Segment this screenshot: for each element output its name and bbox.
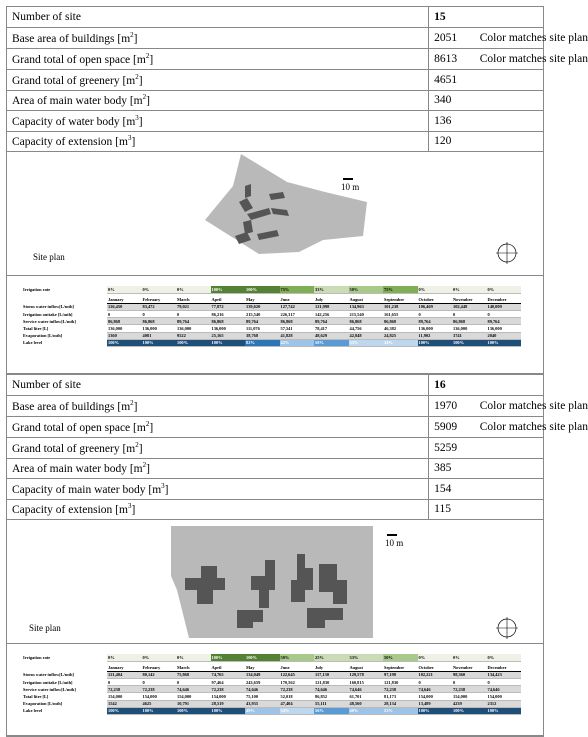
row-extension	[7, 499, 543, 520]
irrigation-row-evap	[23, 332, 521, 339]
irrigation-cell: 0%	[107, 286, 142, 293]
irrigation-cell: 75%	[280, 286, 315, 293]
site-15-open-space	[205, 154, 367, 254]
irrigation-row-rate	[23, 286, 521, 293]
irrigation-cell: 2040	[487, 332, 522, 339]
label-extension: Capacity of extension $[m^3]$	[7, 131, 429, 152]
irrigation-cell: 154,000	[176, 693, 211, 700]
irrigation-cell: 0	[452, 311, 487, 318]
site-15-block	[6, 6, 588, 374]
irrigation-cell: 72,238	[280, 686, 315, 693]
irrigation-cell: 72,238	[107, 686, 142, 693]
irrigation-row-months	[23, 664, 521, 671]
irrigation-cell: 154,000	[211, 693, 246, 700]
site-16-properties	[7, 375, 588, 520]
irrigation-cell: 89,764	[176, 318, 211, 325]
irrigation-cell: 74,646	[487, 686, 522, 693]
irrigation-cell: 25%	[314, 654, 349, 661]
color-note: Color matches site plan	[479, 421, 588, 433]
irrigation-table	[23, 286, 521, 347]
swatch-light-cell	[467, 417, 588, 438]
label-water-capacity: Capacity of water body $[m^3]$	[7, 111, 429, 132]
row-open-space	[7, 49, 543, 70]
irrigation-cell: May	[245, 296, 280, 303]
irrigation-cell: 0	[176, 311, 211, 318]
value-water-capacity: 154	[429, 479, 543, 500]
irrigation-cell: 100%	[211, 286, 246, 293]
irrigation-cell: 100%	[107, 339, 142, 346]
row-water-capacity	[7, 111, 543, 132]
irrigation-cell: December	[487, 296, 522, 303]
irrigation-cell: November	[452, 296, 487, 303]
irrigation-cell: 74,646	[245, 686, 280, 693]
irrigation-cell: 98,360	[452, 671, 487, 678]
irrigation-cell: 25,165	[211, 332, 246, 339]
irrigation-cell: 52,018	[280, 693, 315, 700]
irrigation-cell: 0	[487, 679, 522, 686]
irrigation-row-label: Service water inflow[L/mth]	[23, 318, 76, 324]
irrigation-cell: 139,620	[245, 303, 280, 310]
irrigation-row-outtake	[23, 311, 521, 318]
irrigation-cell: 121,998	[314, 303, 349, 310]
irrigation-cell: 86,868	[211, 318, 246, 325]
irrigation-cell: 41,828	[280, 332, 315, 339]
irrigation-cell: 86,216	[211, 311, 246, 318]
label-base-area: Base area of buildings $[m^2]$	[7, 396, 429, 417]
irrigation-cell: 100%	[418, 339, 453, 346]
row-greenery	[7, 70, 543, 91]
irrigation-cell: December	[487, 664, 522, 671]
irrigation-cell: March	[176, 296, 211, 303]
irrigation-cell: 86,868	[383, 318, 418, 325]
irrigation-cell: August	[349, 664, 384, 671]
row-water-area	[7, 90, 543, 111]
irrigation-cell: 86,868	[107, 318, 142, 325]
irrigation-cell: 4081	[142, 332, 177, 339]
site-15-irrigation	[7, 276, 543, 374]
irrigation-cell: 46,382	[383, 325, 418, 332]
irrigation-cell: 142,256	[314, 311, 349, 318]
irrigation-cell: 0%	[487, 286, 522, 293]
irrigation-cell: 0	[107, 311, 142, 318]
irrigation-row-label: Irrigation rate	[23, 287, 51, 293]
irrigation-cell: 0	[142, 679, 177, 686]
irrigation-cell: 81,173	[383, 693, 418, 700]
irrigation-cell: 33%	[314, 286, 349, 293]
irrigation-cell: 134,049	[245, 671, 280, 678]
irrigation-cell: February	[142, 296, 177, 303]
value-number: 15	[429, 7, 543, 28]
irrigation-cell: February	[142, 664, 177, 671]
irrigation-cell: 129,578	[349, 671, 384, 678]
site-plan-label: Site plan	[29, 623, 61, 633]
irrigation-cell: 226,317	[280, 311, 315, 318]
irrigation-row-label: Total litre [L]	[23, 694, 49, 700]
irrigation-cell: 100%	[211, 339, 246, 346]
row-base-area	[7, 28, 543, 49]
irrigation-cell: 160,815	[349, 679, 384, 686]
irrigation-cell: 74,646	[176, 686, 211, 693]
irrigation-cell: 100%	[487, 707, 522, 714]
scale-bar: 10 m	[341, 178, 359, 192]
irrigation-cell: 75%	[383, 286, 418, 293]
irrigation-cell: 0	[142, 311, 177, 318]
site-16-block	[6, 374, 588, 737]
irrigation-cell: 136,000	[211, 325, 246, 332]
irrigation-cell: 74,765	[211, 671, 246, 678]
irrigation-cell: 86,868	[280, 318, 315, 325]
irrigation-cell: 0	[418, 311, 453, 318]
irrigation-cell: 82%	[245, 339, 280, 346]
irrigation-row-label: Irrigation outtake [L/mth]	[23, 679, 73, 685]
irrigation-cell: 215,540	[245, 311, 280, 318]
irrigation-row-label: Irrigation rate	[23, 655, 51, 661]
irrigation-row-label: Lake level	[23, 708, 43, 714]
label-water-area: Area of main water body $[m^2]$	[7, 90, 429, 111]
irrigation-row-total	[23, 325, 521, 332]
irrigation-cell: 0	[176, 679, 211, 686]
irrigation-cell: 89,764	[245, 318, 280, 325]
irrigation-cell: 0%	[107, 654, 142, 661]
value-extension: 115	[429, 499, 543, 520]
irrigation-cell: 86,868	[349, 318, 384, 325]
irrigation-cell: June	[280, 296, 315, 303]
irrigation-cell: 86,868	[142, 318, 177, 325]
site-16-irrigation	[7, 644, 543, 736]
row-number	[7, 375, 543, 396]
irrigation-cell: April	[211, 296, 246, 303]
irrigation-cell: 100%	[452, 707, 487, 714]
irrigation-cell: 72,238	[383, 686, 418, 693]
irrigation-cell: 50%	[280, 654, 315, 661]
label-greenery: Grand total of greenery $[m^2]$	[7, 70, 429, 91]
irrigation-cell: 50%	[349, 286, 384, 293]
irrigation-row-label	[23, 664, 107, 671]
irrigation-cell: 74,646	[314, 686, 349, 693]
irrigation-row-rate	[23, 654, 521, 661]
irrigation-cell: 33%	[349, 339, 384, 346]
irrigation-cell: 136,000	[487, 325, 522, 332]
value-open-space: 8613	[429, 49, 467, 70]
irrigation-cell: 215,540	[349, 311, 384, 318]
irrigation-cell: 154,000	[107, 693, 142, 700]
site-15-properties	[7, 7, 588, 152]
irrigation-cell: July	[314, 664, 349, 671]
value-base-area: 2051	[429, 28, 467, 49]
value-water-area: 340	[429, 90, 543, 111]
irrigation-cell: 170,562	[280, 679, 315, 686]
irrigation-cell: 49%	[245, 707, 280, 714]
label-open-space: Grand total of open space $[m^2]$	[7, 49, 429, 70]
color-note: Color matches site plan	[479, 53, 588, 65]
irrigation-cell: 9522	[176, 332, 211, 339]
irrigation-row-label: Storm water inflow[L/mth]	[23, 304, 74, 310]
irrigation-cell: 72,238	[211, 686, 246, 693]
irrigation-cell: 100%	[142, 707, 177, 714]
row-water-area	[7, 458, 543, 479]
irrigation-cell: 48,560	[349, 700, 384, 707]
irrigation-cell: 43,935	[245, 700, 280, 707]
irrigation-cell: 100%	[211, 707, 246, 714]
irrigation-cell: 80,142	[142, 671, 177, 678]
value-greenery: 5259	[429, 438, 543, 459]
site-15-plan-drawing	[7, 152, 543, 276]
irrigation-cell: 86,852	[314, 693, 349, 700]
irrigation-cell: 97,464	[211, 679, 246, 686]
irrigation-cell: 57,541	[280, 325, 315, 332]
irrigation-row-lake	[23, 707, 521, 714]
irrigation-cell: 121,830	[314, 679, 349, 686]
irrigation-cell: 102,448	[452, 303, 487, 310]
irrigation-cell: 61,701	[349, 693, 384, 700]
irrigation-cell: 154,000	[452, 693, 487, 700]
irrigation-cell: 243,659	[245, 679, 280, 686]
irrigation-cell: 74,646	[349, 686, 384, 693]
irrigation-cell: 33%	[349, 654, 384, 661]
irrigation-cell: 121,404	[107, 671, 142, 678]
irrigation-cell: 24,825	[383, 332, 418, 339]
irrigation-cell: 89,764	[314, 318, 349, 325]
label-base-area: Base area of buildings $[m^2]$	[7, 28, 429, 49]
irrigation-cell: 75,100	[245, 693, 280, 700]
irrigation-cell: 47,404	[280, 700, 315, 707]
irrigation-row-label: Service water inflow[L/mth]	[23, 686, 76, 692]
label-open-space: Grand total of open space $[m^2]$	[7, 417, 429, 438]
irrigation-cell: 4239	[452, 700, 487, 707]
irrigation-cell: 2312	[487, 700, 522, 707]
swatch-dark-cell	[467, 396, 588, 417]
document-page	[6, 6, 588, 737]
irrigation-cell: 48,629	[314, 332, 349, 339]
irrigation-cell: 78,417	[314, 325, 349, 332]
label-greenery: Grand total of greenery $[m^2]$	[7, 438, 429, 459]
irrigation-cell: 136,000	[176, 325, 211, 332]
row-open-space	[7, 417, 543, 438]
irrigation-cell: 28,134	[383, 700, 418, 707]
irrigation-cell: 0%	[487, 654, 522, 661]
irrigation-cell: 0%	[418, 654, 453, 661]
irrigation-row-service	[23, 318, 521, 325]
irrigation-cell: 10,791	[176, 700, 211, 707]
irrigation-cell: 136,000	[107, 325, 142, 332]
irrigation-cell: April	[211, 664, 246, 671]
site-16-plan-drawing	[7, 520, 543, 644]
value-water-capacity: 136	[429, 111, 543, 132]
value-water-area: 385	[429, 458, 543, 479]
irrigation-cell: 83,472	[142, 303, 177, 310]
irrigation-cell: July	[314, 296, 349, 303]
irrigation-cell: 0%	[142, 286, 177, 293]
color-note: Color matches site plan	[479, 32, 588, 44]
irrigation-cell: January	[107, 664, 142, 671]
irrigation-cell: May	[245, 664, 280, 671]
irrigation-cell: 100%	[245, 654, 280, 661]
irrigation-cell: 40%	[349, 707, 384, 714]
irrigation-cell: 72,238	[142, 686, 177, 693]
irrigation-cell: 136,000	[452, 325, 487, 332]
irrigation-cell: 28,519	[211, 700, 246, 707]
irrigation-cell: 134,423	[487, 671, 522, 678]
irrigation-cell: 86,868	[452, 318, 487, 325]
irrigation-cell: 79,021	[176, 303, 211, 310]
irrigation-cell: 127,742	[280, 303, 315, 310]
site-16-plan	[7, 520, 543, 644]
row-extension	[7, 131, 543, 152]
irrigation-cell: November	[452, 664, 487, 671]
irrigation-cell: 50%	[383, 654, 418, 661]
label-water-area: Area of main water body $[m^2]$	[7, 458, 429, 479]
irrigation-cell: 89,764	[418, 318, 453, 325]
irrigation-cell: 42%	[280, 339, 315, 346]
site-plan-label: Site plan	[33, 252, 65, 262]
irrigation-cell: 122,645	[280, 671, 315, 678]
irrigation-cell: 56%	[314, 707, 349, 714]
value-greenery: 4651	[429, 70, 543, 91]
irrigation-cell: 38,768	[245, 332, 280, 339]
swatch-light-cell	[467, 49, 588, 70]
irrigation-cell: 121,830	[383, 679, 418, 686]
irrigation-cell: 89,764	[487, 318, 522, 325]
irrigation-row-label: Lake level	[23, 340, 43, 346]
irrigation-cell: 100%	[107, 707, 142, 714]
irrigation-cell: 100%	[245, 286, 280, 293]
irrigation-cell: August	[349, 296, 384, 303]
row-number	[7, 7, 543, 28]
irrigation-cell: 140,009	[487, 303, 522, 310]
irrigation-cell: 100%	[452, 339, 487, 346]
irrigation-row-label: Irrigation outtake [L/mth]	[23, 311, 73, 317]
irrigation-row-storm	[23, 671, 521, 678]
label-number: Number of site	[7, 375, 429, 396]
irrigation-cell: 0%	[418, 286, 453, 293]
row-water-capacity	[7, 479, 543, 500]
irrigation-cell: 0	[487, 311, 522, 318]
irrigation-cell: 0	[107, 679, 142, 686]
label-extension: Capacity of extension $[m^3]$	[7, 499, 429, 520]
irrigation-cell: 34%	[383, 339, 418, 346]
irrigation-cell: 100%	[418, 707, 453, 714]
irrigation-cell: 75,868	[176, 671, 211, 678]
irrigation-cell: September	[383, 296, 418, 303]
swatch-dark-cell	[467, 28, 588, 49]
irrigation-row-label: Storm water inflow[L/mth]	[23, 672, 74, 678]
irrigation-cell: 0%	[452, 286, 487, 293]
irrigation-row-label: Total litre [L]	[23, 326, 49, 332]
irrigation-cell: October	[418, 664, 453, 671]
irrigation-cell: 44,756	[349, 325, 384, 332]
irrigation-cell: 77,872	[211, 303, 246, 310]
irrigation-cell: 58%	[314, 339, 349, 346]
irrigation-cell: 136,000	[142, 325, 177, 332]
irrigation-cell: 101,238	[383, 303, 418, 310]
irrigation-cell: 154,000	[418, 693, 453, 700]
irrigation-cell: 100%	[487, 339, 522, 346]
value-base-area: 1970	[429, 396, 467, 417]
color-note: Color matches site plan	[479, 400, 588, 412]
irrigation-cell: 136,000	[418, 325, 453, 332]
irrigation-cell: 102,221	[418, 671, 453, 678]
irrigation-cell: 53%	[383, 707, 418, 714]
irrigation-cell: 0	[418, 679, 453, 686]
value-number: 16	[429, 375, 543, 396]
irrigation-cell: 72,238	[452, 686, 487, 693]
irrigation-cell: 100%	[176, 339, 211, 346]
site-15-plan	[7, 152, 543, 276]
irrigation-cell: 11,902	[418, 332, 453, 339]
irrigation-row-service	[23, 686, 521, 693]
irrigation-row-label: Evaporation [L/mth]	[23, 701, 63, 707]
irrigation-row-evap	[23, 700, 521, 707]
irrigation-cell: 154,000	[142, 693, 177, 700]
irrigation-cell: 0	[452, 679, 487, 686]
irrigation-row-label: Evaporation [L/mth]	[23, 333, 63, 339]
irrigation-cell: 134,963	[349, 303, 384, 310]
value-open-space: 5909	[429, 417, 467, 438]
irrigation-cell: 154,000	[487, 693, 522, 700]
irrigation-cell: 4625	[142, 700, 177, 707]
irrigation-row-outtake	[23, 679, 521, 686]
irrigation-cell: 1542	[107, 700, 142, 707]
irrigation-cell: 1360	[107, 332, 142, 339]
irrigation-cell: 74,646	[418, 686, 453, 693]
scale-bar: 10 m	[385, 534, 403, 548]
irrigation-cell: 13,489	[418, 700, 453, 707]
irrigation-cell: 100%	[176, 707, 211, 714]
irrigation-cell: 111,076	[245, 325, 280, 332]
irrigation-cell: 100%	[211, 654, 246, 661]
irrigation-cell: 3741	[452, 332, 487, 339]
irrigation-row-storm	[23, 303, 521, 310]
irrigation-cell: 161,655	[383, 311, 418, 318]
irrigation-row-lake	[23, 339, 521, 346]
irrigation-cell: January	[107, 296, 142, 303]
irrigation-cell: 42,848	[349, 332, 384, 339]
label-water-capacity: Capacity of main water body $[m^3]$	[7, 479, 429, 500]
irrigation-cell: September	[383, 664, 418, 671]
irrigation-cell: 126,450	[107, 303, 142, 310]
irrigation-cell: October	[418, 296, 453, 303]
irrigation-row-total	[23, 693, 521, 700]
irrigation-table	[23, 654, 521, 715]
irrigation-cell: 0%	[176, 286, 211, 293]
row-greenery	[7, 438, 543, 459]
irrigation-row-months	[23, 296, 521, 303]
irrigation-cell: 0%	[452, 654, 487, 661]
irrigation-cell: 0%	[142, 654, 177, 661]
building	[245, 184, 251, 198]
irrigation-cell: 0%	[176, 654, 211, 661]
row-base-area	[7, 396, 543, 417]
irrigation-cell: 106,469	[418, 303, 453, 310]
label-number: Number of site	[7, 7, 429, 28]
irrigation-cell: March	[176, 664, 211, 671]
irrigation-cell: 55,111	[314, 700, 349, 707]
irrigation-cell: 34%	[280, 707, 315, 714]
irrigation-cell: 100%	[142, 339, 177, 346]
value-extension: 120	[429, 131, 543, 152]
irrigation-cell: 97,198	[383, 671, 418, 678]
irrigation-cell: June	[280, 664, 315, 671]
irrigation-row-label	[23, 296, 107, 303]
irrigation-cell: 117,130	[314, 671, 349, 678]
